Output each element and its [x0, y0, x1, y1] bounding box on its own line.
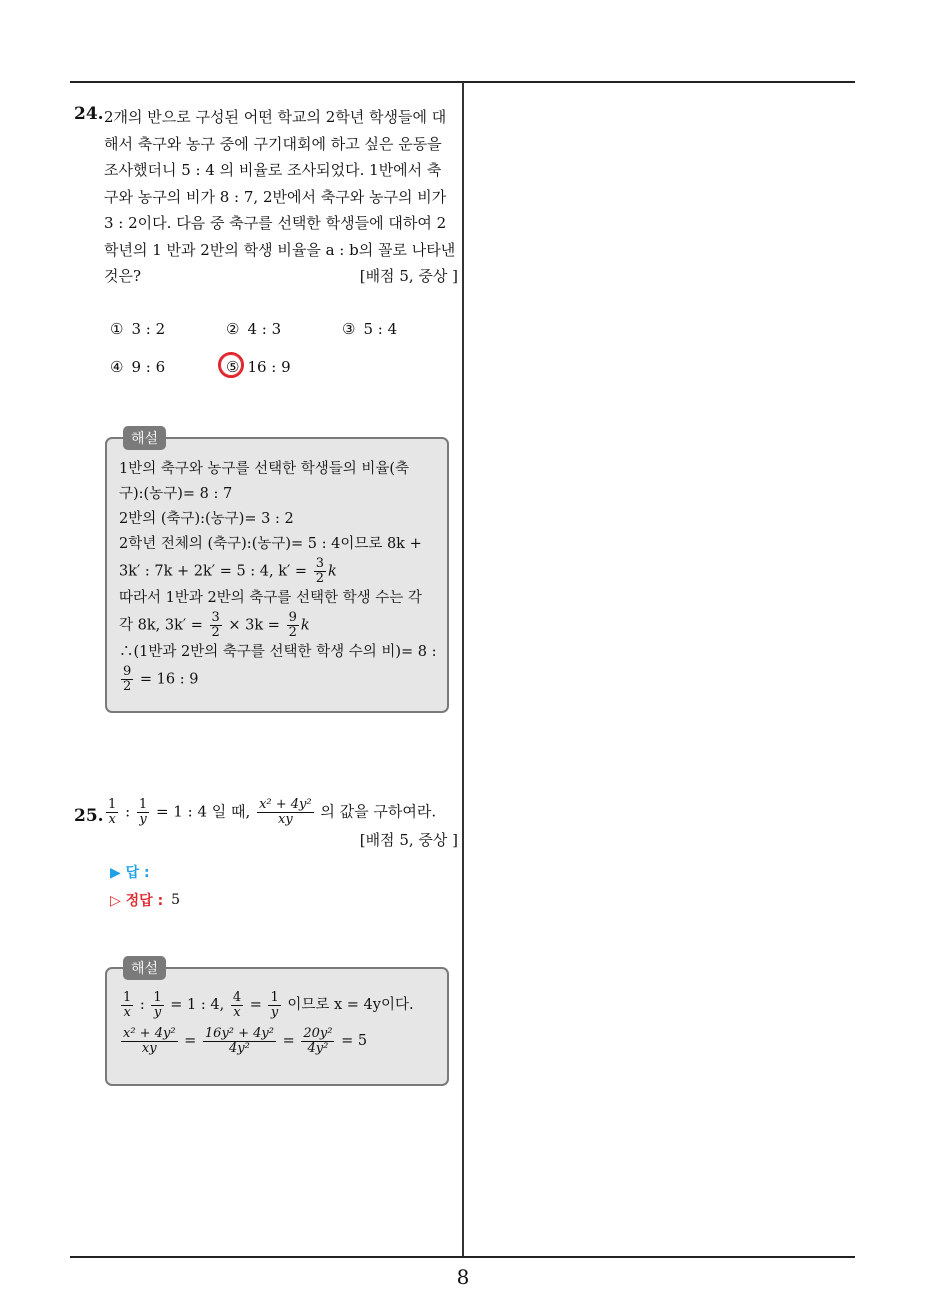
- fraction: [121, 991, 133, 1020]
- denominator: y: [153, 1004, 162, 1020]
- answer-line: [110, 858, 458, 886]
- numerator: 3: [315, 556, 324, 571]
- answer-area: [110, 858, 458, 914]
- solution-line: [119, 557, 447, 586]
- choice-4[interactable]: [110, 358, 226, 376]
- solution-box-25: [105, 961, 449, 1086]
- math-text: :: [125, 802, 131, 821]
- denominator: 4y²: [229, 1040, 250, 1056]
- choice-mark: ④: [110, 357, 124, 376]
- fraction: [137, 798, 149, 827]
- fraction: [203, 1027, 276, 1056]
- fraction: [301, 1027, 334, 1056]
- math-text: k: [327, 563, 337, 580]
- choice-text: 4 : 3: [247, 319, 282, 338]
- solution-line: ∴(1반과 2반의 축구를 선택한 학생 수의 비)= 8 :: [119, 644, 437, 660]
- choice-list: [110, 310, 458, 386]
- question-text: [104, 104, 458, 290]
- math-text: k: [300, 617, 310, 634]
- correct-answer-label: ▷ 정답 :: [110, 893, 164, 909]
- choice-text: 9 : 6: [131, 357, 166, 376]
- choice-text: 3 : 2: [131, 319, 166, 338]
- question-line: 3 : 2이다. 다음 중 축구를 선택한 학생들에 대하여 2: [104, 214, 447, 232]
- math-text: = 1 : 4,: [170, 997, 225, 1013]
- choice-text: 16 : 9: [247, 357, 291, 376]
- choice-3[interactable]: [342, 320, 458, 338]
- math-text: = 1 : 4 일 때,: [155, 802, 251, 821]
- numerator: 1: [108, 797, 117, 812]
- choice-1[interactable]: [110, 320, 226, 338]
- fraction: [231, 991, 243, 1020]
- fraction: [151, 991, 163, 1020]
- fraction: [121, 665, 133, 694]
- solution-line: 2학년 전체의 (축구):(농구)= 5 : 4이므로 8k +: [119, 536, 422, 552]
- numerator: x² + 4y²: [123, 1025, 176, 1041]
- solution-label: 해설: [123, 956, 166, 980]
- numerator: 1: [270, 989, 279, 1005]
- choice-2[interactable]: [226, 320, 342, 338]
- fraction: [314, 557, 326, 586]
- math-text: =: [282, 1033, 295, 1049]
- score-meta: [배점 5, 중상 ]: [359, 267, 458, 285]
- numerator: 1: [138, 797, 148, 812]
- numerator: 9: [123, 664, 132, 679]
- numerator: 9: [288, 610, 297, 625]
- solution-box-24: [105, 431, 449, 713]
- question-line: 것은?: [104, 267, 142, 285]
- numerator: 4: [232, 989, 242, 1005]
- correct-answer-circle-icon: [218, 352, 244, 378]
- math-text: 이므로 x = 4y이다.: [287, 997, 414, 1013]
- math-text: × 3k =: [228, 617, 280, 634]
- choice-row: [110, 310, 458, 348]
- denominator: xy: [277, 812, 293, 827]
- math-text: = 16 : 9: [139, 671, 199, 688]
- column-divider: [462, 82, 464, 1258]
- page-number: 8: [456, 1265, 470, 1289]
- question-number: 24.: [74, 104, 104, 124]
- denominator: 2: [211, 625, 220, 640]
- denominator: 4y²: [307, 1040, 329, 1056]
- denominator: y: [270, 1004, 279, 1020]
- math-text: =: [184, 1033, 197, 1049]
- choice-mark: ②: [226, 319, 240, 338]
- denominator: x: [233, 1004, 241, 1020]
- solution-line: 2반의 (축구):(농구)= 3 : 2: [119, 511, 294, 527]
- denominator: 2: [315, 571, 324, 586]
- question-line: 조사했더니 5 : 4 의 비율로 조사되었다. 1반에서 축: [104, 161, 442, 179]
- numerator: 3: [211, 610, 220, 625]
- fraction: [210, 611, 222, 640]
- math-text: 3k′ : 7k + 2k′ = 5 : 4, k′ =: [119, 563, 308, 580]
- denominator: xy: [141, 1040, 157, 1056]
- solution-line: [119, 665, 447, 694]
- fraction: [268, 991, 280, 1020]
- answer-label: ▶ 답 :: [110, 865, 150, 881]
- correct-answer-line: [110, 886, 458, 914]
- numerator: 16y² + 4y²: [204, 1025, 274, 1041]
- question-number: 25.: [74, 806, 104, 826]
- numerator: 1: [123, 989, 132, 1005]
- math-text: 각 8k, 3k′ =: [119, 617, 203, 634]
- question-last-line: [104, 263, 458, 290]
- question-text: [104, 798, 458, 827]
- solution-line: 구):(농구)= 8 : 7: [119, 486, 233, 502]
- choice-5[interactable]: [226, 358, 342, 376]
- solution-line: [119, 611, 447, 640]
- question-25: [74, 798, 458, 914]
- choice-text: 5 : 4: [363, 319, 398, 338]
- math-text: =: [249, 997, 262, 1013]
- question-24: [74, 104, 458, 386]
- question-line: 해서 축구와 농구 중에 구기대회에 하고 싶은 운동을: [104, 134, 442, 153]
- numerator: 1: [153, 989, 162, 1005]
- fraction: [121, 1027, 178, 1056]
- choice-mark: ①: [110, 319, 124, 338]
- solution-line: 따라서 1반과 2반의 축구를 선택한 학생 수는 각: [119, 590, 422, 606]
- denominator: x: [108, 812, 116, 827]
- correct-answer-value: 5: [171, 892, 181, 908]
- solution-line: 1반의 축구와 농구를 선택한 학생들의 비율(축: [119, 461, 410, 477]
- footer-rule: [70, 1256, 855, 1258]
- score-meta: [배점 5, 중상 ]: [359, 831, 458, 849]
- choice-row: [110, 348, 458, 386]
- solution-line: [119, 1023, 447, 1059]
- fraction: [106, 798, 118, 827]
- question-line: 학년의 1 반과 2반의 학생 비율을 a : b의 꼴로 나타낸: [104, 240, 456, 259]
- solution-label: 해설: [123, 426, 166, 450]
- denominator: 2: [288, 625, 297, 640]
- denominator: 2: [123, 679, 132, 694]
- numerator: 20y²: [303, 1025, 333, 1041]
- choice-mark: ⑤: [226, 357, 240, 376]
- denominator: x: [123, 1004, 131, 1020]
- math-text: 의 값을 구하여라.: [320, 802, 437, 821]
- denominator: y: [139, 812, 147, 827]
- solution-line: [119, 987, 447, 1023]
- math-text: = 5: [341, 1033, 368, 1049]
- question-line: 구와 농구의 비가 8 : 7, 2반에서 축구와 농구의 비가: [104, 187, 447, 206]
- fraction: [287, 611, 299, 640]
- math-text: :: [139, 997, 145, 1013]
- fraction: [257, 798, 314, 827]
- choice-mark: ③: [342, 319, 356, 338]
- numerator: x² + 4y²: [259, 797, 312, 812]
- question-line: 2개의 반으로 구성된 어떤 학교의 2학년 학생들에 대: [104, 108, 447, 126]
